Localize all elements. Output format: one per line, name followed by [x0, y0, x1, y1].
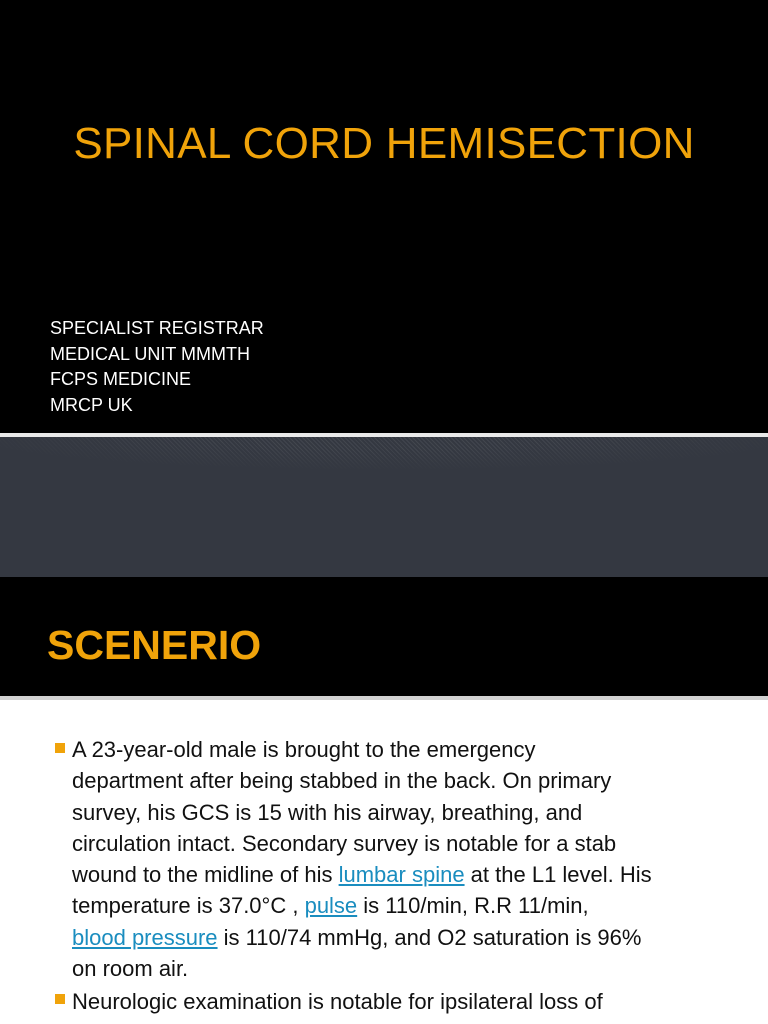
slide-1-subtitle — [50, 316, 264, 418]
text-segment: is 110/74 mmHg, and O2 saturation is 96% — [217, 924, 642, 950]
slide-2-title: SCENERIO — [47, 622, 262, 668]
text-line: department after being stabbed in the back. On primary — [72, 768, 612, 794]
bullet-square-icon — [55, 743, 65, 753]
slide-1 — [0, 0, 768, 433]
text-line — [72, 859, 752, 890]
subtitle-line: SPECIALIST REGISTRAR — [50, 318, 264, 338]
slide-2-header — [0, 577, 768, 696]
text-line: on room air. — [72, 956, 189, 982]
bullet-paragraph-2 — [72, 986, 752, 1017]
blood-pressure-link[interactable]: blood pressure — [72, 924, 218, 950]
text-line: circulation intact. Secondary survey is notable for a stab — [72, 830, 617, 856]
hatch-pattern — [0, 437, 768, 471]
text-line: survey, his GCS is 15 with his airway, breathing, and — [72, 799, 583, 825]
subtitle-line: MEDICAL UNIT MMMTH — [50, 343, 250, 364]
text-segment: is 110/min, R.R 11/min, — [357, 893, 589, 919]
slide-2-body — [0, 700, 768, 1024]
bullet-square-icon — [55, 994, 65, 1004]
subtitle-line: FCPS MEDICINE — [50, 369, 192, 389]
text-segment: at the L1 level. His — [464, 862, 652, 888]
subtitle-line: MRCP UK — [50, 394, 133, 415]
pulse-link[interactable]: pulse — [304, 893, 358, 919]
text-line — [72, 890, 752, 921]
slide-1-title: SPINAL CORD HEMISECTION — [73, 119, 695, 168]
slide-1-footer-band — [0, 437, 768, 577]
text-line: Neurologic examination is notable for ipsilateral loss of — [72, 989, 603, 1014]
text-line — [72, 922, 752, 953]
text-segment: wound to the midline of his — [72, 862, 339, 888]
bullet-paragraph-1 — [72, 734, 752, 984]
lumbar-spine-link[interactable]: lumbar spine — [338, 862, 465, 888]
text-segment: temperature is 37.0°C , — [72, 893, 305, 919]
text-line: A 23-year-old male is brought to the emergency — [72, 737, 536, 762]
